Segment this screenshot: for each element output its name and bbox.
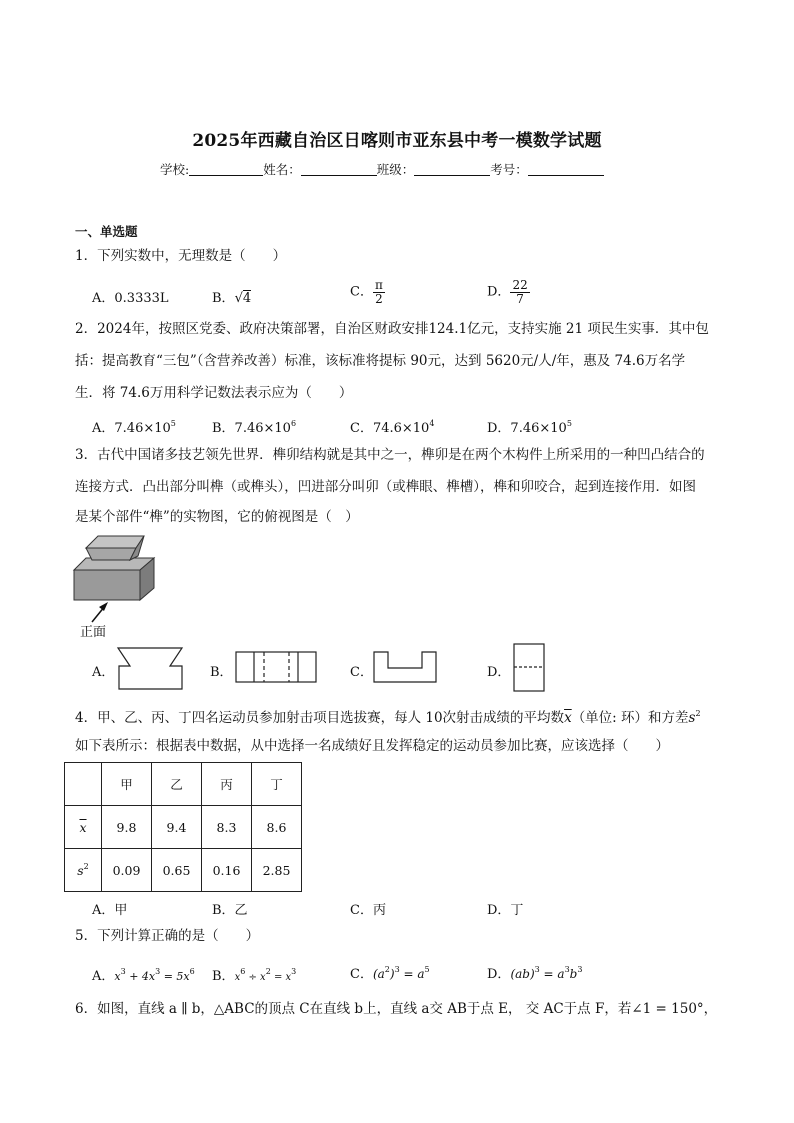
expr-exponent: 3: [564, 965, 570, 974]
name-blank[interactable]: [301, 162, 377, 176]
class-blank[interactable]: [414, 162, 490, 176]
q3-option-c-figure[interactable]: [372, 650, 440, 686]
q3-option-a-label[interactable]: A．: [92, 665, 115, 680]
fraction-denominator: 7: [516, 291, 524, 306]
q3-option-c-label[interactable]: C．: [350, 665, 373, 680]
expr-part: = 5x: [160, 970, 190, 983]
q2-line-2: 括：提高教育“三包”（含营养改善）标准，该标准将提标 90元，达到 5620元/人/年，惠及 74.6万名学: [75, 353, 686, 369]
q5-option-b-label: B．: [212, 969, 235, 984]
expr-part: ): [389, 967, 395, 981]
expr-exponent: 3: [534, 965, 540, 974]
q2-option-c-base: C．74.6×10: [350, 421, 430, 436]
variance-symbol: s: [688, 710, 696, 726]
q4-line-1: [75, 710, 701, 726]
expr-exponent: 5: [424, 965, 430, 974]
q5-option-d-label: D．: [487, 967, 511, 982]
table-header-row: [65, 763, 302, 806]
table-cell: 0.09: [102, 849, 152, 892]
expr-part: ÷ x: [245, 972, 266, 983]
q1-option-b-radicand: 4: [242, 291, 252, 306]
q3-option-d-figure[interactable]: [512, 642, 548, 694]
mean-symbol: $\overline{x}$: [79, 819, 87, 835]
q2-option-a-base: A．7.46×10: [92, 421, 171, 436]
q5-option-a[interactable]: [92, 965, 195, 984]
q2-line-3: 生．将 74.6万用科学记数法表示应为（ ）: [75, 385, 353, 401]
q4-option-a[interactable]: A．甲: [92, 903, 128, 918]
table-row-variance: [65, 849, 302, 892]
variance-symbol: s: [77, 863, 84, 878]
variance-exponent: 2: [83, 862, 89, 871]
class-label: 班级：: [376, 162, 415, 177]
q5-option-b[interactable]: [212, 965, 296, 984]
expr-part: (ab): [510, 967, 535, 981]
q3-line-1: 3．古代中国诸多技艺领先世界．榫卯结构就是其中之一，榫卯是在两个木构件上所采用的一种凹凸结合的: [75, 447, 705, 463]
table-header-cell: 丙: [202, 763, 252, 806]
table-header-cell: 乙: [152, 763, 202, 806]
q1-option-c-label: C．: [350, 284, 373, 300]
q4-line-2: 如下表所示：根据表中数据，从中选择一名成绩好且发挥稳定的运动员参加比赛，应该选择（ ）: [75, 738, 669, 754]
expr-exponent: 3: [291, 967, 297, 976]
table-cell: 8.6: [252, 806, 302, 849]
q3-option-b-figure[interactable]: [234, 650, 320, 686]
q1-option-a[interactable]: A．0.3333L: [92, 291, 169, 306]
q2-option-b-exponent: 6: [290, 419, 297, 428]
number-blank[interactable]: [528, 162, 604, 176]
q2-option-d[interactable]: [487, 417, 572, 436]
expr-exponent: 2: [384, 965, 390, 974]
q2-option-c-exponent: 4: [429, 419, 435, 428]
table-cell: 0.65: [152, 849, 202, 892]
q2-option-b[interactable]: [212, 417, 296, 436]
q3-option-d-label[interactable]: D．: [487, 665, 511, 680]
outer-rectangle: [236, 652, 316, 682]
expr-exponent: 3: [120, 967, 126, 976]
q4-option-d[interactable]: D．丁: [487, 903, 524, 918]
q4-data-table: [64, 762, 302, 892]
expr-part: (a: [372, 967, 385, 981]
q4-option-b[interactable]: B．乙: [212, 903, 248, 918]
q3-line-3: 是某个部件“榫”的实物图，它的俯视图是（ ）: [75, 509, 359, 525]
front-label: 正面: [80, 625, 107, 640]
q1-stem: 1．下列实数中，无理数是（ ）: [75, 248, 287, 264]
table-header-cell: [65, 763, 102, 806]
q2-option-b-base: B．7.46×10: [212, 421, 291, 436]
table-cell: 9.8: [102, 806, 152, 849]
q2-option-c[interactable]: [350, 417, 434, 436]
q1-option-d-label: D．: [487, 284, 511, 300]
q2-option-a-exponent: 5: [170, 419, 176, 428]
table-row-label: [65, 806, 102, 849]
tenon-front-face: [86, 548, 136, 560]
u-shape-outline: [374, 652, 436, 682]
variance-exponent: 2: [695, 709, 701, 718]
sqrt-sign: √: [234, 291, 243, 306]
table-cell: 2.85: [252, 849, 302, 892]
q3-option-b-label[interactable]: B．: [210, 665, 233, 680]
q6-line-1: 6．如图，直线 a ∥ b，△ABC的顶点 C在直线 b上，直线 a交 AB于点 E， 交 AC于点 F，若∠1 = 150°，: [75, 1001, 718, 1017]
expr-part: b: [569, 967, 578, 981]
q1-option-d[interactable]: [487, 279, 530, 305]
expr-exponent: 2: [265, 967, 271, 976]
block-front-face: [74, 570, 140, 600]
table-row-mean: [65, 806, 302, 849]
name-label: 姓名：: [263, 162, 301, 177]
mean-symbol: $\overline{x}$: [564, 710, 572, 726]
section-heading: 一、单选题: [75, 224, 138, 239]
table-cell: 8.3: [202, 806, 252, 849]
fraction-numerator: 22: [512, 278, 528, 292]
q5-option-c[interactable]: [350, 963, 430, 982]
expr-exponent: 6: [240, 967, 246, 976]
q1-option-c[interactable]: [350, 279, 385, 305]
expr-exponent: 6: [189, 967, 195, 976]
school-label: 学校:: [160, 162, 190, 177]
q4-option-c[interactable]: C．丙: [350, 903, 386, 918]
q3-line-2: 连接方式．凸出部分叫榫（或榫头），凹进部分叫卯（或榫眼、榫槽），榫和卯咬合，起到连接作用．如图: [75, 479, 696, 495]
q4-line-1-part-b: （单位: 环）和方差: [571, 710, 689, 726]
q1-option-b[interactable]: [212, 287, 251, 306]
q3-option-a-figure[interactable]: [116, 646, 186, 692]
front-arrow-head: [99, 602, 108, 611]
expr-part: x: [114, 970, 121, 983]
q5-option-d[interactable]: [487, 963, 582, 982]
expr-exponent: 3: [155, 967, 161, 976]
q5-option-a-label: A．: [92, 969, 115, 984]
expr-part: x: [234, 972, 241, 983]
table-row-label: [65, 849, 102, 892]
tenon-top-face: [86, 536, 144, 548]
fraction-numerator: π: [374, 278, 383, 292]
q2-line-1: 2．2024年，按照区党委、政府决策部署，自治区财政安排124.1亿元，支持实施 21 项民生实事．其中包: [75, 321, 709, 337]
q1-option-c-fraction: [373, 279, 385, 305]
fraction-denominator: 2: [375, 291, 383, 306]
q1-option-b-label: B．: [212, 291, 235, 306]
expr-exponent: 3: [394, 965, 400, 974]
table-cell: 9.4: [152, 806, 202, 849]
school-blank[interactable]: [189, 162, 263, 176]
q4-line-1-part-a: 4．甲、乙、丙、丁四名运动员参加射击项目选拔赛，每人 10次射击成绩的平均数: [75, 710, 565, 726]
student-info-line: [160, 160, 604, 178]
expr-part: = a: [399, 967, 425, 981]
q5-stem: 5．下列计算正确的是（ ）: [75, 928, 260, 944]
q5-option-c-label: C．: [350, 967, 373, 982]
t-shape-outline: [118, 648, 182, 689]
q2-option-d-exponent: 5: [566, 419, 572, 428]
number-label: 考号：: [490, 162, 528, 177]
expr-part: = a: [539, 967, 565, 981]
q2-option-d-base: D．7.46×10: [487, 421, 567, 436]
table-header-cell: 丁: [252, 763, 302, 806]
table-header-cell: 甲: [102, 763, 152, 806]
expr-part: + 4x: [125, 970, 156, 983]
expr-part: = x: [270, 972, 292, 983]
page-title: 2025年西藏自治区日喀则市亚东县中考一模数学试题: [192, 131, 602, 151]
q1-option-d-fraction: [510, 279, 529, 305]
q2-option-a[interactable]: [92, 417, 176, 436]
table-cell: 0.16: [202, 849, 252, 892]
expr-exponent: 3: [577, 965, 583, 974]
